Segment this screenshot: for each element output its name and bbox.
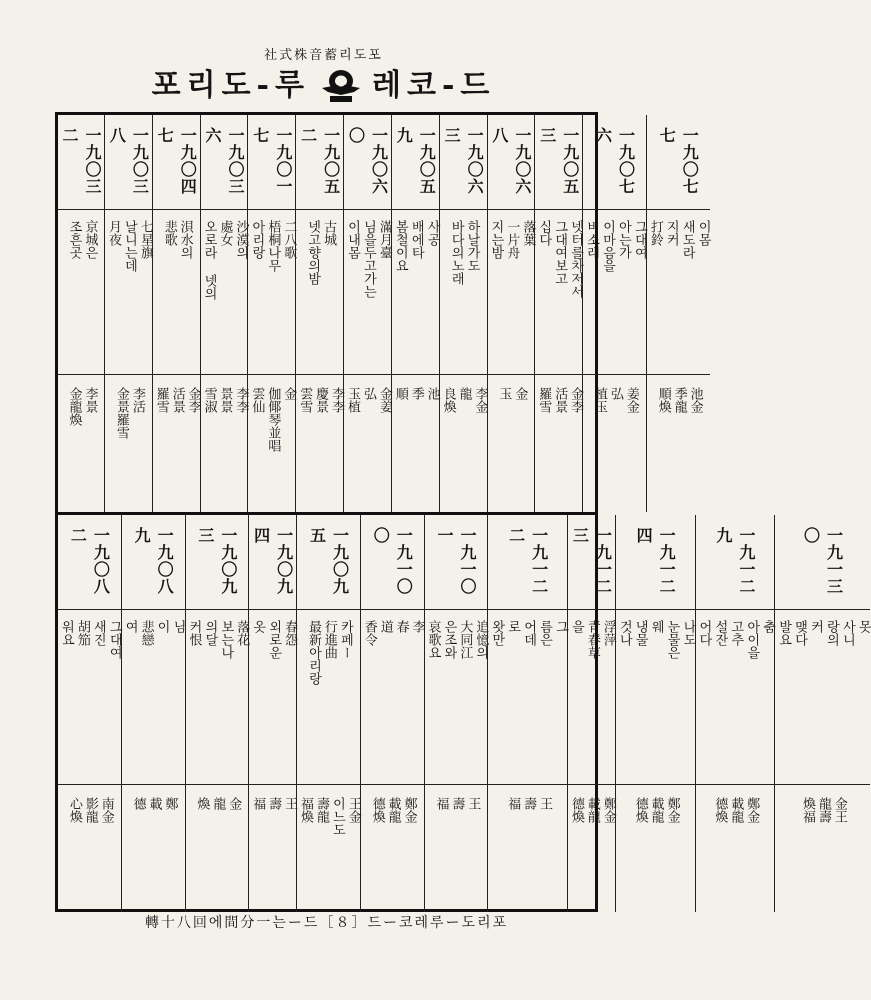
song-title-line: 로 bbox=[505, 620, 521, 633]
artist-line: 壽 bbox=[266, 797, 282, 810]
artist-cell bbox=[201, 375, 248, 512]
artist-line: 景景 bbox=[217, 387, 233, 413]
song-title-line: 行進曲 bbox=[321, 620, 337, 659]
song-title-line: 落葉 bbox=[520, 220, 536, 246]
catalog-column bbox=[121, 515, 185, 912]
song-title-line: 사공 bbox=[424, 220, 440, 246]
song-title-line: 은조와 bbox=[441, 620, 457, 659]
artist-cell bbox=[361, 785, 424, 912]
song-title-line: 香令 bbox=[361, 620, 377, 646]
song-title-line: 냉물 bbox=[632, 620, 648, 646]
artist-line: 順煥 bbox=[655, 387, 671, 413]
song-title-line: 바다의노래 bbox=[448, 220, 464, 285]
artist-line: 德煥 bbox=[712, 797, 728, 823]
song-title-line: 발요 bbox=[776, 620, 792, 646]
artist-line: 季 bbox=[408, 387, 424, 400]
song-title-cell bbox=[249, 610, 296, 785]
song-title-cell bbox=[361, 610, 424, 785]
song-title-line: 어다 bbox=[696, 620, 712, 646]
song-title-line: 最新아리랑 bbox=[305, 620, 321, 685]
song-title-line: 그대여 bbox=[631, 220, 647, 259]
record-number: 一九〇三六 bbox=[203, 127, 246, 195]
artist-cell bbox=[122, 785, 185, 912]
record-number: 一九〇一七 bbox=[250, 127, 293, 195]
artist-line: 鄭 bbox=[162, 797, 178, 810]
song-title-line: 追憶의 bbox=[473, 620, 489, 659]
artist-line: 弘 bbox=[607, 387, 623, 400]
song-title-line: 浮萍 bbox=[600, 620, 616, 646]
song-title-line: 滿月臺 bbox=[376, 220, 392, 259]
catalog-column bbox=[185, 515, 249, 912]
song-title-cell bbox=[122, 610, 185, 785]
record-number-cell bbox=[535, 115, 582, 210]
artist-line: 壽 bbox=[521, 797, 537, 810]
artist-line: 龍壽 bbox=[815, 797, 831, 823]
record-number: 一九一〇〇 bbox=[371, 527, 414, 595]
artist-cell bbox=[775, 785, 870, 912]
song-title-line: 春怨 bbox=[282, 620, 298, 646]
artist-cell bbox=[616, 785, 695, 912]
artist-cell bbox=[568, 785, 615, 912]
record-number-cell bbox=[248, 115, 295, 210]
record-number: 一九〇七六 bbox=[593, 127, 636, 195]
artist-line: 德煥 bbox=[568, 797, 584, 823]
catalog-column bbox=[360, 515, 424, 912]
record-number: 一九〇八九 bbox=[132, 527, 175, 595]
song-title-cell bbox=[153, 210, 200, 375]
record-number: 一九〇三二 bbox=[60, 127, 102, 195]
catalog-column bbox=[646, 115, 710, 512]
artist-line: 金李 bbox=[568, 387, 584, 413]
song-title-line: 그 bbox=[553, 620, 568, 633]
song-title-line: 날니는데 bbox=[121, 220, 137, 272]
artist-cell bbox=[488, 785, 567, 912]
record-number-cell bbox=[616, 515, 695, 610]
polydor-logo-icon bbox=[320, 68, 362, 104]
song-title-line: 새도라 bbox=[679, 220, 695, 259]
catalog-column bbox=[200, 115, 248, 512]
record-number-cell bbox=[583, 115, 646, 210]
song-title-line: 눈물은 bbox=[664, 620, 680, 659]
artist-line: 鄭金 bbox=[664, 797, 680, 823]
artist-line: 羅雪 bbox=[153, 387, 169, 413]
song-title-cell bbox=[392, 210, 439, 375]
song-title-line: 름은 bbox=[537, 620, 553, 646]
artist-cell bbox=[58, 785, 121, 912]
artist-line: 慶景 bbox=[313, 387, 329, 413]
song-title-line: 넷고향의밤 bbox=[305, 220, 321, 285]
artist-line: 德 bbox=[130, 797, 146, 810]
catalog-column bbox=[58, 115, 104, 512]
song-title-line: 옷 bbox=[250, 620, 266, 633]
song-title-line: 봄철이요 bbox=[392, 220, 408, 272]
song-title-line: 梧桐나무 bbox=[265, 220, 281, 272]
artist-line: 影龍 bbox=[82, 797, 98, 823]
artist-line: 金龍煥 bbox=[66, 387, 82, 426]
record-number-cell bbox=[392, 115, 439, 210]
song-title-line: 處女 bbox=[217, 220, 233, 246]
song-title-cell bbox=[488, 610, 567, 785]
song-title-line: 이몸 bbox=[695, 220, 711, 246]
artist-line: 順 bbox=[392, 387, 408, 400]
song-title-line: 이마음을 bbox=[600, 220, 615, 272]
record-number-cell bbox=[647, 115, 710, 210]
artist-line: 李景 bbox=[82, 387, 98, 413]
artist-line: 雪淑 bbox=[201, 387, 217, 413]
song-title-line: 새진 bbox=[90, 620, 106, 646]
page-footer: 轉十八回에間分一는ー드［８］드ー코레루ー도리포 bbox=[144, 915, 509, 931]
song-title-line: 哀歌요 bbox=[425, 620, 441, 659]
song-title-line: 胡笳 bbox=[74, 620, 90, 646]
song-title-line: 것나 bbox=[616, 620, 632, 646]
artist-line: 李李 bbox=[329, 387, 345, 413]
record-number: 一九〇六八 bbox=[489, 127, 532, 195]
song-title-line: 지커 bbox=[663, 220, 679, 246]
catalog-table bbox=[55, 112, 871, 912]
song-title-line: 의달 bbox=[202, 620, 218, 646]
song-title-cell bbox=[297, 610, 360, 785]
song-title-cell bbox=[248, 210, 295, 375]
artist-cell bbox=[488, 375, 535, 512]
song-title-line: 오로라 넷의 bbox=[201, 220, 217, 300]
artist-line: 金 bbox=[226, 797, 242, 810]
artist-line: 煥 bbox=[194, 797, 210, 810]
catalog-column bbox=[248, 515, 296, 912]
artist-cell bbox=[297, 785, 360, 912]
song-title-cell bbox=[488, 210, 535, 375]
song-title-cell bbox=[58, 610, 121, 785]
artist-line: 載龍 bbox=[584, 797, 600, 823]
record-number-cell bbox=[153, 115, 200, 210]
record-number-cell bbox=[58, 515, 121, 610]
artist-line: 載 bbox=[146, 797, 162, 810]
catalog-column bbox=[567, 515, 615, 912]
artist-line: 玉植 bbox=[345, 387, 360, 413]
song-title-line: 落花 bbox=[234, 620, 250, 646]
catalog-column bbox=[104, 115, 152, 512]
record-number: 一九〇七七 bbox=[657, 127, 700, 195]
artist-line: 心煥 bbox=[66, 797, 82, 823]
song-title-line: 一片舟 bbox=[504, 220, 520, 259]
artist-line: 龍 bbox=[210, 797, 226, 810]
song-title-line: 二八歌 bbox=[281, 220, 297, 259]
song-title-line: 나도 bbox=[680, 620, 696, 646]
record-number-cell bbox=[344, 115, 391, 210]
song-title-cell bbox=[186, 610, 249, 785]
artist-line: 活景 bbox=[169, 387, 185, 413]
artist-line: 福煥 bbox=[298, 797, 313, 823]
company-name: 社式株音蓄리도포 bbox=[264, 48, 383, 63]
catalog-section-top bbox=[58, 115, 711, 512]
record-number: 一九〇四七 bbox=[155, 127, 198, 195]
song-title-line: 이 bbox=[154, 620, 170, 633]
artist-cell bbox=[583, 375, 646, 512]
catalog-column bbox=[58, 515, 121, 912]
song-title-line: 넷터를차저서 bbox=[568, 220, 584, 298]
record-number: 一九一二三 bbox=[570, 527, 613, 595]
artist-line: 金景羅雪 bbox=[113, 387, 129, 439]
song-title-line: 사니 bbox=[839, 620, 855, 646]
song-title-line: 七星旗 bbox=[137, 220, 153, 259]
song-title-line: 워요 bbox=[58, 620, 74, 646]
artist-line: 鄭金 bbox=[600, 797, 616, 823]
artist-cell bbox=[58, 375, 104, 512]
artist-line: 池金 bbox=[687, 387, 703, 413]
record-number: 一九一二九 bbox=[713, 527, 756, 595]
record-number-cell bbox=[425, 515, 488, 610]
artist-line: 載龍 bbox=[648, 797, 664, 823]
record-number-cell bbox=[488, 515, 567, 610]
song-title-line: 沙漠의 bbox=[233, 220, 249, 259]
artist-line: 伽倻琴並唱 bbox=[265, 387, 281, 452]
artist-line: 福 bbox=[250, 797, 266, 810]
song-title-line: 浿水의 bbox=[177, 220, 193, 259]
record-number-cell bbox=[186, 515, 249, 610]
song-title-line: 카페ー bbox=[337, 620, 353, 659]
artist-line: 鄭金 bbox=[401, 797, 417, 823]
record-number-cell bbox=[488, 115, 535, 210]
artist-line: 金王 bbox=[831, 797, 847, 823]
catalog-column bbox=[487, 515, 567, 912]
artist-line: 龍 bbox=[456, 387, 472, 400]
song-title-line: 이내몸 bbox=[345, 220, 360, 259]
artist-line: 이느도 bbox=[329, 797, 345, 836]
artist-cell bbox=[186, 785, 249, 912]
song-title-line: 打鈴 bbox=[647, 220, 663, 246]
song-title-cell bbox=[616, 610, 695, 785]
artist-cell bbox=[696, 785, 775, 912]
artist-line: 福 bbox=[433, 797, 449, 810]
record-number-cell bbox=[361, 515, 424, 610]
catalog-column bbox=[424, 515, 488, 912]
artist-line: 活景 bbox=[552, 387, 568, 413]
artist-line: 王 bbox=[282, 797, 298, 810]
artist-line: 李金 bbox=[472, 387, 488, 413]
artist-cell bbox=[535, 375, 582, 512]
song-title-line: 조흔곳 bbox=[66, 220, 82, 259]
artist-cell bbox=[344, 375, 391, 512]
record-number-cell bbox=[696, 515, 775, 610]
catalog-column bbox=[582, 115, 646, 512]
record-number: 一九〇三八 bbox=[107, 127, 150, 195]
artist-line: 雲雪 bbox=[297, 387, 313, 413]
artist-line: 季龍 bbox=[671, 387, 687, 413]
song-title-line: 웨 bbox=[648, 620, 664, 633]
record-number-cell bbox=[58, 115, 104, 210]
record-number: 一九〇九五 bbox=[307, 527, 350, 595]
record-number: 一九〇五三 bbox=[537, 127, 580, 195]
catalog-column bbox=[152, 115, 200, 512]
record-number-cell bbox=[296, 115, 343, 210]
artist-line: 載龍 bbox=[728, 797, 744, 823]
record-number: 一九〇六三 bbox=[442, 127, 485, 195]
song-title-line: 道 bbox=[377, 620, 393, 633]
song-title-line: 아이을 bbox=[744, 620, 760, 659]
artist-line: 羅雪 bbox=[536, 387, 552, 413]
song-title-line: 설잔 bbox=[712, 620, 728, 646]
song-title-cell bbox=[425, 610, 488, 785]
brand-text-left: 포리도-루 bbox=[151, 68, 310, 103]
song-title-line: 하날가도 bbox=[464, 220, 480, 272]
song-title-line: 춤 bbox=[760, 620, 776, 633]
artist-line: 載龍 bbox=[385, 797, 401, 823]
song-title-line: 悲戀 bbox=[138, 620, 154, 646]
song-title-line: 어데 bbox=[521, 620, 537, 646]
catalog-column bbox=[296, 515, 360, 912]
song-title-line: 아는가 bbox=[615, 220, 631, 259]
brand-text-right: 레코-드 bbox=[371, 68, 496, 103]
artist-line: 王 bbox=[537, 797, 553, 810]
song-title-line: 비소래 bbox=[584, 220, 600, 259]
catalog-column bbox=[487, 115, 535, 512]
song-title-line: 大同江 bbox=[457, 620, 473, 659]
artist-line: 壽 bbox=[449, 797, 465, 810]
song-title-line: 커 bbox=[808, 620, 823, 633]
song-title-line: 십다 bbox=[536, 220, 552, 246]
song-title-line: 지는밤 bbox=[488, 220, 504, 259]
record-number: 一九〇八二 bbox=[68, 527, 111, 595]
song-title-cell bbox=[105, 210, 152, 375]
artist-cell bbox=[440, 375, 487, 512]
catalog-section-bottom bbox=[58, 512, 871, 912]
artist-cell bbox=[392, 375, 439, 512]
artist-line: 池 bbox=[424, 387, 440, 400]
record-number: 一九一二二 bbox=[506, 527, 549, 595]
song-title-line: 을 bbox=[568, 620, 584, 633]
song-title-line: 李 bbox=[409, 620, 425, 633]
artist-line: 煥福 bbox=[800, 797, 816, 823]
artist-line: 壽龍 bbox=[313, 797, 329, 823]
artist-line: 王 bbox=[465, 797, 481, 810]
artist-line: 金姜 bbox=[376, 387, 392, 413]
record-number-cell bbox=[568, 515, 615, 610]
song-title-line: 그대여보고 bbox=[552, 220, 568, 285]
song-title-line: 京城은 bbox=[82, 220, 98, 259]
song-title-cell bbox=[201, 210, 248, 375]
artist-cell bbox=[249, 785, 296, 912]
record-number: 一九〇五二 bbox=[298, 127, 341, 195]
song-title-line: 고추 bbox=[728, 620, 744, 646]
catalog-column bbox=[391, 115, 439, 512]
song-title-cell bbox=[58, 210, 104, 375]
song-title-cell bbox=[568, 610, 615, 785]
song-title-cell bbox=[775, 610, 870, 785]
catalog-column bbox=[295, 115, 343, 512]
record-number-cell bbox=[440, 115, 487, 210]
artist-line: 雲仙 bbox=[249, 387, 265, 413]
record-number: 一九〇九三 bbox=[195, 527, 238, 595]
song-title-cell bbox=[583, 210, 646, 375]
catalog-column bbox=[774, 515, 870, 912]
record-number: 一九一〇一 bbox=[434, 527, 477, 595]
song-title-cell bbox=[296, 210, 343, 375]
artist-line: 玉 bbox=[496, 387, 512, 400]
artist-line: 金李 bbox=[185, 387, 201, 413]
artist-line: 良煥 bbox=[440, 387, 456, 413]
song-title-line: 여 bbox=[122, 620, 138, 633]
record-number-cell bbox=[297, 515, 360, 610]
song-title-cell bbox=[696, 610, 775, 785]
artist-cell bbox=[647, 375, 710, 512]
song-title-line: 아리랑 bbox=[249, 220, 265, 259]
artist-line: 姜金 bbox=[623, 387, 639, 413]
song-title-line: 春 bbox=[393, 620, 409, 633]
song-title-cell bbox=[535, 210, 582, 375]
song-title-cell bbox=[440, 210, 487, 375]
artist-cell bbox=[296, 375, 343, 512]
song-title-line: 그대여 bbox=[106, 620, 122, 659]
artist-line: 福 bbox=[505, 797, 521, 810]
record-number-cell bbox=[122, 515, 185, 610]
artist-line: 南金 bbox=[98, 797, 114, 823]
song-title-line: 배에타 bbox=[408, 220, 424, 259]
song-title-line: 님을두고가는 bbox=[360, 220, 376, 298]
catalog-column bbox=[695, 515, 775, 912]
catalog-column bbox=[247, 115, 295, 512]
brand-banner bbox=[0, 64, 647, 108]
record-number-cell bbox=[105, 115, 152, 210]
artist-line: 德煥 bbox=[632, 797, 648, 823]
record-number-cell bbox=[249, 515, 296, 610]
record-number: 一九〇九四 bbox=[251, 527, 294, 595]
song-title-line: 보는나 bbox=[218, 620, 234, 659]
song-title-cell bbox=[647, 210, 710, 375]
record-number: 一九一三〇 bbox=[801, 527, 844, 595]
artist-line: 金 bbox=[512, 387, 528, 400]
song-title-line: 古城 bbox=[321, 220, 337, 246]
record-number: 一九〇六〇 bbox=[346, 127, 389, 195]
artist-line: 弘 bbox=[360, 387, 376, 400]
record-number-cell bbox=[775, 515, 870, 610]
song-title-line: 月夜 bbox=[105, 220, 121, 246]
song-title-line: 悲歌 bbox=[161, 220, 177, 246]
artist-line: 李活 bbox=[129, 387, 145, 413]
song-title-line: 랑의 bbox=[823, 620, 839, 646]
catalog-column bbox=[615, 515, 695, 912]
song-title-line: 왓만 bbox=[489, 620, 505, 646]
catalog-column bbox=[343, 115, 391, 512]
artist-cell bbox=[153, 375, 200, 512]
song-title-line: 맺다 bbox=[792, 620, 808, 646]
artist-cell bbox=[105, 375, 152, 512]
catalog-column bbox=[534, 115, 582, 512]
artist-line: 金 bbox=[281, 387, 297, 400]
record-number: 一九一二四 bbox=[634, 527, 677, 595]
artist-line: 德煥 bbox=[369, 797, 385, 823]
song-title-cell bbox=[344, 210, 391, 375]
artist-line: 李李 bbox=[233, 387, 249, 413]
record-number: 一九〇五九 bbox=[394, 127, 437, 195]
artist-cell bbox=[425, 785, 488, 912]
artist-cell bbox=[248, 375, 295, 512]
artist-line: 植玉 bbox=[592, 387, 608, 413]
catalog-column bbox=[439, 115, 487, 512]
song-title-line: 커恨 bbox=[186, 620, 202, 646]
artist-line: 鄭金 bbox=[744, 797, 760, 823]
artist-line: 王金 bbox=[345, 797, 361, 823]
song-title-line: 青春草 bbox=[584, 620, 600, 659]
record-number-cell bbox=[201, 115, 248, 210]
song-title-line: 외로운 bbox=[266, 620, 282, 659]
song-title-line: 못 bbox=[855, 620, 871, 633]
song-title-line: 님 bbox=[170, 620, 186, 633]
